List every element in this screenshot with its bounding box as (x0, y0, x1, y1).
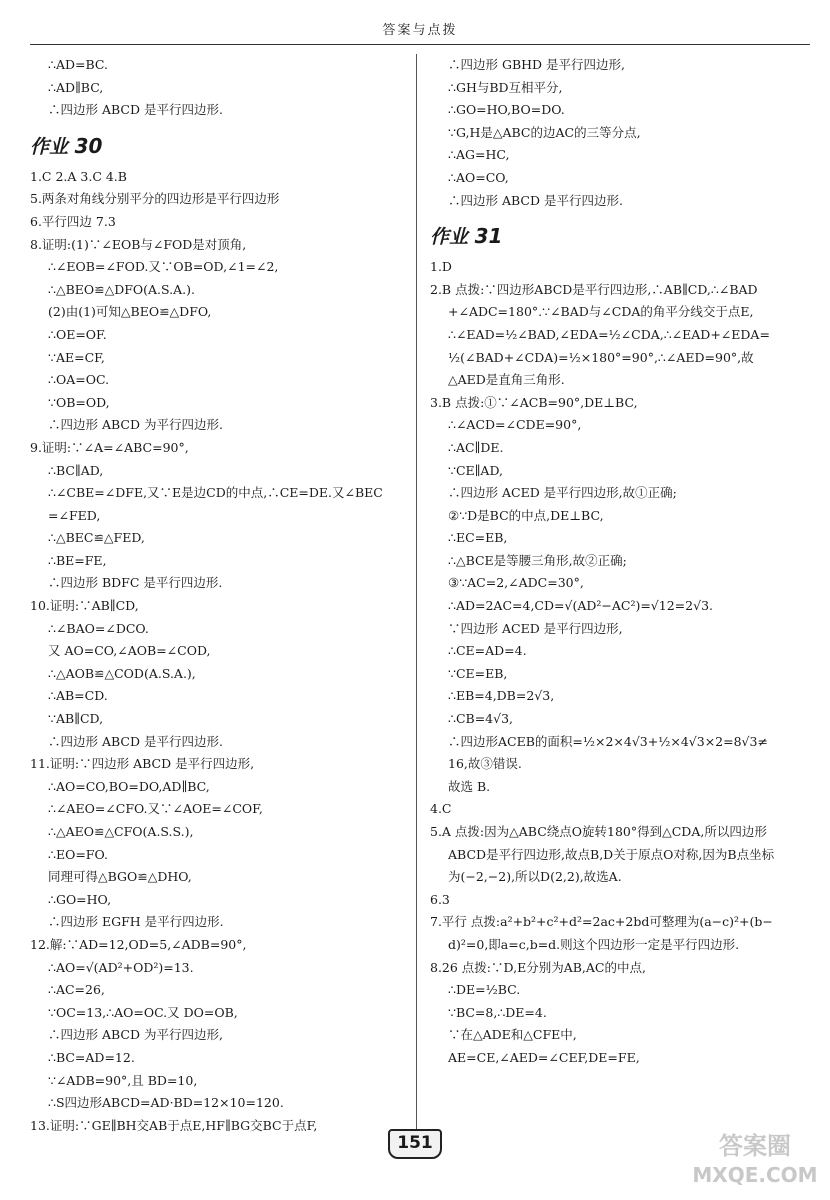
text-line: ∴EB=4,DB=2√3, (448, 688, 555, 704)
text-line: ∴∠CBE=∠DFE,又∵E是边CD的中点,∴CE=DE.又∠BEC (48, 485, 383, 501)
text-line: 1.D (430, 259, 452, 275)
text-line: ∴AC=26, (48, 982, 105, 998)
column-divider (416, 54, 417, 1140)
text-line: 11.证明:∵四边形 ABCD 是平行四边形, (30, 756, 255, 772)
text-line: 5.两条对角线分别平分的四边形是平行四边形 (30, 191, 280, 207)
page-number: 151 (397, 1133, 433, 1153)
text-line: ∴四边形 EGFH 是平行四边形. (48, 914, 224, 930)
text-line: ½(∠BAD+∠CDA)=½×180°=90°,∴∠AED=90°,故 (448, 349, 754, 365)
text-line: ∴四边形 GBHD 是平行四边形, (448, 57, 626, 72)
section-heading-31 (430, 222, 813, 252)
text-line: ∴四边形 ACED 是平行四边形,故①正确; (448, 485, 677, 501)
text-line: 为(−2,−2),所以D(2,2),故选A. (448, 869, 622, 885)
right-answer-block (430, 256, 813, 1069)
text-line: 3.B 点拨:①∵∠ACB=90°,DE⊥BC, (430, 394, 638, 410)
text-line: ∴BC=AD=12. (48, 1049, 135, 1065)
left-answer-block (30, 166, 405, 1138)
text-line: ∴四边形ACEB的面积=½×2×4√3+½×4√3×2=8√3≠ (448, 733, 768, 749)
text-line: ∴△AOB≌△COD(A.S.A.), (48, 665, 196, 681)
text-line: ∵四边形 ACED 是平行四边形, (448, 620, 623, 636)
text-line: +∠ADC=180°.∵∠BAD与∠CDA的角平分线交于点E, (448, 304, 754, 320)
left-column (30, 54, 405, 1137)
text-line: ∴四边形 BDFC 是平行四边形. (48, 575, 223, 591)
text-line: ③∵AC=2,∠ADC=30°, (448, 575, 584, 591)
left-top-block (30, 54, 405, 122)
watermark-logo (690, 1130, 820, 1195)
section-number: 31 (474, 224, 503, 249)
text-line: 6.3 (430, 891, 450, 907)
text-line: 2.B 点拨:∵四边形ABCD是平行四边形,∴AB∥CD,∴∠BAD (430, 281, 758, 297)
text-line: ∵G,H是△ABC的边AC的三等分点, (448, 124, 641, 140)
text-line: 1.C 2.A 3.C 4.B (30, 168, 127, 184)
right-top-block (430, 54, 813, 212)
text-line: ∴CB=4√3, (448, 711, 514, 727)
text-line: ∴四边形 ABCD 是平行四边形. (448, 192, 623, 208)
text-line: ∴△AEO≌△CFO(A.S.S.), (48, 824, 194, 839)
text-line: (2)由(1)可知△BEO≌△DFO, (48, 304, 212, 320)
page-number-badge (388, 1129, 442, 1159)
text-line: ∴AO=√(AD²+OD²)=13. (48, 959, 194, 975)
section-label: 作业 (30, 135, 69, 158)
text-line: ∴OA=OC. (48, 372, 110, 388)
text-line: ∴AD=2AC=4,CD=√(AD²−AC²)=√12=2√3. (448, 598, 713, 614)
text-line: ∵BC=8,∴DE=4. (448, 1004, 547, 1020)
text-line: ∴AD∥BC, (48, 79, 104, 95)
text-line: ∴GO=HO,BO=DO. (448, 102, 565, 118)
text-line: ∴AO=CO, (448, 169, 509, 185)
text-line: ∴AG=HC, (448, 147, 510, 163)
text-line: ∴∠BAO=∠DCO. (48, 620, 149, 636)
text-line: ∴BC∥AD, (48, 462, 104, 478)
text-line: AE=CE,∠AED=∠CEF,DE=FE, (448, 1049, 640, 1065)
text-line: d)²=0,即a=c,b=d.则这个四边形一定是平行四边形. (448, 936, 740, 952)
section-heading-30 (30, 132, 405, 162)
text-line: 12.解:∵AD=12,OD=5,∠ADB=90°, (30, 936, 247, 952)
right-column (430, 54, 813, 1070)
text-line: ∴△BEC≌△FED, (48, 530, 145, 546)
text-line: ∴AO=CO,BO=DO,AD∥BC, (48, 778, 210, 794)
text-line: ∴OE=OF. (48, 326, 107, 342)
text-line: △AED是直角三角形. (448, 372, 565, 388)
watermark-url: MXQE.COM (692, 1163, 818, 1187)
text-line: 13.证明:∵GE∥BH交AB于点E,HF∥BG交BC于点F, (30, 1117, 318, 1133)
watermark-text: 答案圈 (719, 1132, 791, 1160)
section-label: 作业 (430, 226, 469, 249)
text-line: 6.平行四边 7.3 (30, 213, 116, 229)
text-line: ∴∠EOB=∠FOD.又∵OB=OD,∠1=∠2, (48, 259, 279, 275)
text-line: 5.A 点拨:因为△ABC绕点O旋转180°得到△CDA,所以四边形 (430, 824, 767, 839)
text-line: ∴EC=EB, (448, 530, 508, 546)
page-header (30, 18, 810, 45)
text-line: ∴CE=AD=4. (448, 643, 527, 659)
text-line: 故选 B. (448, 778, 491, 794)
section-number: 30 (74, 133, 103, 158)
text-line: 10.证明:∵AB∥CD, (30, 598, 139, 614)
text-line: ∴AB=CD. (48, 688, 108, 704)
text-line: ∵OC=13,∴AO=OC.又 DO=OB, (48, 1004, 238, 1020)
text-line: ∵AE=CF, (48, 349, 105, 365)
text-line: ∴∠ACD=∠CDE=90°, (448, 417, 582, 433)
text-line: ②∵D是BC的中点,DE⊥BC, (448, 507, 604, 523)
text-line: ∴四边形 ABCD 为平行四边形. (48, 417, 223, 433)
text-line: ∴DE=½BC. (448, 982, 521, 998)
header-title: 答案与点拨 (382, 23, 458, 38)
text-line: ∴△BCE是等腰三角形,故②正确; (448, 552, 627, 568)
text-line: ∴GH与BD互相平分, (448, 79, 563, 95)
text-line: ∴∠EAD=½∠BAD,∠EDA=½∠CDA,∴∠EAD+∠EDA= (448, 326, 770, 342)
text-line: ∴AC∥DE. (448, 439, 504, 455)
text-line: ∵CE=EB, (448, 665, 508, 681)
text-line: 9.证明:∵∠A=∠ABC=90°, (30, 439, 189, 455)
text-line: 16,故③错误. (448, 756, 522, 772)
text-line: ∴EO=FO. (48, 846, 108, 862)
text-line: ∴BE=FE, (48, 552, 107, 568)
text-line: ∵OB=OD, (48, 394, 110, 410)
text-line: ∴四边形 ABCD 是平行四边形. (48, 733, 223, 749)
text-line: 8.26 点拨:∵D,E分别为AB,AC的中点, (430, 959, 646, 975)
text-line: 又 AO=CO,∠AOB=∠COD, (48, 643, 211, 659)
text-line: ∵在△ADE和△CFE中, (448, 1027, 577, 1043)
text-line: ∴AD=BC. (48, 57, 108, 72)
text-line: 4.C (430, 801, 452, 817)
text-line: ∵AB∥CD, (48, 711, 104, 727)
text-line: ∴四边形 ABCD 为平行四边形, (48, 1027, 223, 1043)
text-line: ∴△BEO≌△DFO(A.S.A.). (48, 281, 195, 297)
text-line: 同理可得△BGO≌△DHO, (48, 869, 192, 885)
text-line: 8.证明:(1)∵∠EOB与∠FOD是对顶角, (30, 236, 247, 252)
text-line: =∠FED, (48, 507, 101, 523)
text-line: ∵∠ADB=90°,且 BD=10, (48, 1072, 198, 1088)
text-line: 7.平行 点拨:a²+b²+c²+d²=2ac+2bd可整理为(a−c)²+(b− (430, 914, 773, 930)
text-line: ∴GO=HO, (48, 891, 112, 907)
text-line: ∴∠AEO=∠CFO.又∵∠AOE=∠COF, (48, 801, 263, 817)
text-line: ∴四边形 ABCD 是平行四边形. (48, 102, 223, 118)
text-line: ABCD是平行四边形,故点B,D关于原点O对称,因为B点坐标 (448, 846, 775, 862)
text-line: ∴S四边形ABCD=AD·BD=12×10=120. (48, 1095, 284, 1111)
text-line: ∵CE∥AD, (448, 462, 503, 478)
